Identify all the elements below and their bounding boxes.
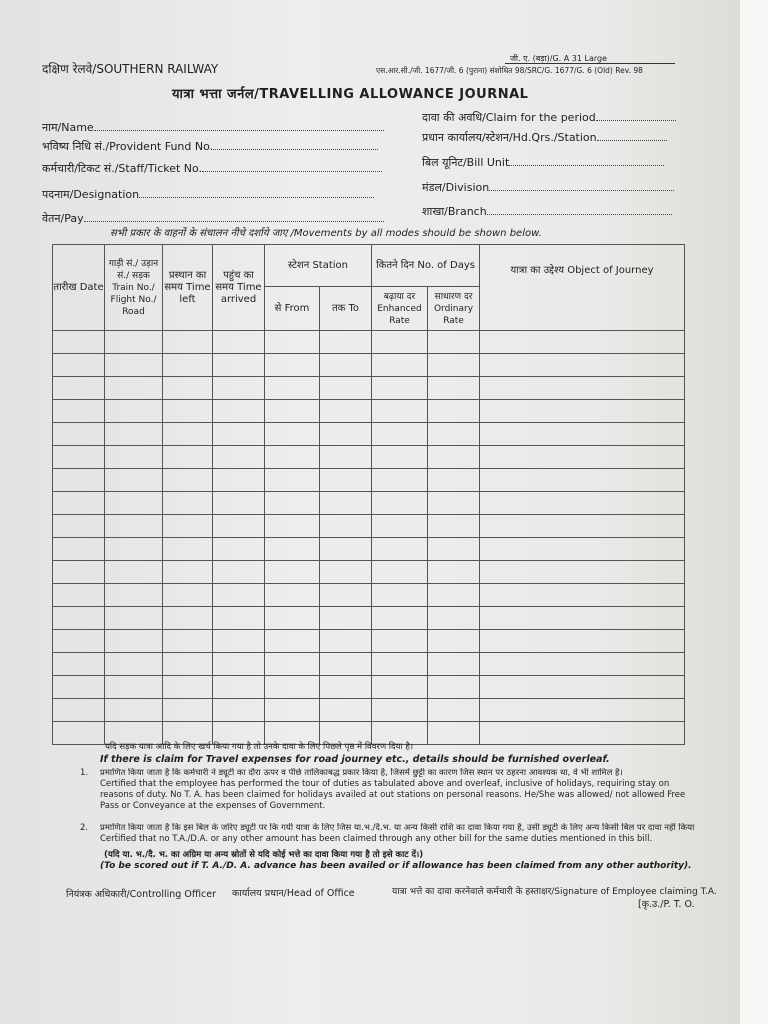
table-row: [53, 423, 685, 446]
from-header: से From: [265, 287, 320, 331]
table-cell[interactable]: [265, 354, 320, 377]
table-cell[interactable]: [265, 676, 320, 699]
table-cell[interactable]: [105, 446, 163, 469]
table-cell[interactable]: [320, 377, 372, 400]
table-cell[interactable]: [480, 538, 685, 561]
table-cell[interactable]: [480, 492, 685, 515]
table-cell[interactable]: [213, 331, 265, 354]
claim-period-label: दावा की अवधि/Claim for the period: [422, 111, 596, 124]
table-cell[interactable]: [480, 607, 685, 630]
pay-label: वेतन/Pay: [42, 212, 84, 225]
table-row: [53, 400, 685, 423]
branch-line[interactable]: [487, 204, 672, 215]
to-header: तक To: [320, 287, 372, 331]
table-cell[interactable]: [163, 354, 213, 377]
table-cell[interactable]: [428, 377, 480, 400]
table-cell[interactable]: [53, 400, 105, 423]
hq-station-field: [422, 130, 667, 145]
table-cell[interactable]: [105, 423, 163, 446]
table-cell[interactable]: [372, 515, 428, 538]
table-cell[interactable]: [163, 400, 213, 423]
table-cell[interactable]: [163, 584, 213, 607]
pay-field: [42, 211, 384, 226]
table-cell[interactable]: [320, 538, 372, 561]
head-of-office: कार्यालय प्रधान/Head of Office: [232, 888, 355, 899]
table-cell[interactable]: [213, 676, 265, 699]
paper-edge: [740, 0, 768, 1024]
table-cell[interactable]: [428, 331, 480, 354]
table-cell[interactable]: [105, 331, 163, 354]
table-cell[interactable]: [213, 492, 265, 515]
ordinary-rate-header: साधारण दर Ordinary Rate: [428, 287, 480, 331]
table-cell[interactable]: [213, 699, 265, 722]
table-cell[interactable]: [213, 515, 265, 538]
table-cell[interactable]: [213, 561, 265, 584]
claim-note: If there is claim for Travel expenses for road journey etc., details should be furnished overleaf.: [100, 754, 610, 765]
form-number-rule: [505, 63, 675, 64]
table-cell[interactable]: [105, 676, 163, 699]
table-cell[interactable]: [163, 561, 213, 584]
branch-label: शाखा/Branch: [422, 205, 487, 218]
table-cell[interactable]: [163, 423, 213, 446]
table-cell[interactable]: [105, 607, 163, 630]
table-cell[interactable]: [213, 354, 265, 377]
table-cell[interactable]: [105, 354, 163, 377]
table-cell[interactable]: [372, 492, 428, 515]
pf-label: भविष्य निधि सं./Provident Fund No.: [42, 140, 214, 153]
table-row: [53, 515, 685, 538]
designation-label: पदनाम/Designation: [42, 188, 140, 201]
table-row: [53, 584, 685, 607]
table-cell[interactable]: [213, 400, 265, 423]
bill-unit-line[interactable]: [509, 155, 664, 166]
table-cell[interactable]: [213, 653, 265, 676]
pf-line[interactable]: [213, 139, 378, 150]
table-cell[interactable]: [163, 699, 213, 722]
table-cell[interactable]: [320, 423, 372, 446]
cert1-text: Certified that the employee has performed the tour of duties as tabulated above and overleaf, inclusive of holidays, requiring stay on reasons of duty. No T. A. has been claimed for holidays availed at out stations on personal reasons. He/She was allowed/ not allowed Free Pass or Conveyance at the expenses of Government.: [100, 779, 686, 811]
claim-period-line[interactable]: [596, 110, 676, 121]
table-cell[interactable]: [105, 492, 163, 515]
hq-station-label: प्रधान कार्यालय/स्टेशन/Hd.Qrs./Station: [422, 131, 597, 144]
table-cell[interactable]: [320, 331, 372, 354]
name-line[interactable]: [94, 120, 384, 131]
table-cell[interactable]: [53, 423, 105, 446]
form-number: जी. ए. (बड़ा)/G. A 31 Large: [510, 54, 607, 63]
table-cell[interactable]: [105, 653, 163, 676]
table-cell[interactable]: [480, 630, 685, 653]
table-cell[interactable]: [163, 492, 213, 515]
table-cell[interactable]: [428, 515, 480, 538]
page-title: यात्रा भत्ता जर्नल/TRAVELLING ALLOWANCE JOURNAL: [172, 87, 529, 102]
table-cell[interactable]: [480, 354, 685, 377]
table-cell[interactable]: [480, 446, 685, 469]
table-row: [53, 607, 685, 630]
branch-field: [422, 204, 672, 219]
table-cell[interactable]: [53, 515, 105, 538]
table-cell[interactable]: [265, 423, 320, 446]
table-cell[interactable]: [265, 492, 320, 515]
table-cell[interactable]: [320, 584, 372, 607]
table-cell[interactable]: [320, 561, 372, 584]
table-cell[interactable]: [428, 492, 480, 515]
cert2-hindi: प्रमाणित किया जाता है कि इस बिल के जरिए ड्यूटी पर कि गयी यात्रा के लिए जिस या.भ./दै.भ. या अन्य किसी राशि का दावा किया गया है, उसी ड्यूटी के लिए अन्य किसी बिल पर दावा नहीं किया: [100, 823, 695, 833]
table-cell[interactable]: [428, 400, 480, 423]
table-cell[interactable]: [372, 561, 428, 584]
table-cell[interactable]: [213, 423, 265, 446]
table-cell[interactable]: [53, 354, 105, 377]
date-header: तारीख Date: [53, 245, 105, 331]
table-cell[interactable]: [480, 676, 685, 699]
table-cell[interactable]: [372, 607, 428, 630]
table-cell[interactable]: [372, 630, 428, 653]
table-cell[interactable]: [372, 699, 428, 722]
table-cell[interactable]: [163, 538, 213, 561]
table-cell[interactable]: [265, 331, 320, 354]
table-cell[interactable]: [265, 699, 320, 722]
table-cell[interactable]: [265, 400, 320, 423]
railway-name: दक्षिण रेलवे/SOUTHERN RAILWAY: [42, 62, 219, 76]
table-row: [53, 676, 685, 699]
table-cell[interactable]: [53, 492, 105, 515]
table-cell[interactable]: [105, 400, 163, 423]
table-cell[interactable]: [480, 722, 685, 745]
table-cell[interactable]: [480, 515, 685, 538]
scored-note: (To be scored out if T. A./D. A. advance has been availed or if allowance has been claimed from any other authority).: [100, 861, 692, 871]
time-left-header: प्रस्थान का समय Time left: [163, 245, 213, 331]
table-row: [53, 653, 685, 676]
table-cell[interactable]: [105, 699, 163, 722]
table-cell[interactable]: [480, 377, 685, 400]
pay-line[interactable]: [84, 211, 384, 222]
bill-unit-label: बिल यूनिट/Bill Unit: [422, 156, 510, 169]
table-cell[interactable]: [53, 538, 105, 561]
pf-field: [42, 139, 378, 154]
table-cell[interactable]: [480, 653, 685, 676]
table-cell[interactable]: [372, 446, 428, 469]
movement-note: सभी प्रकार के वाहनों के संचालन नीचे दर्शाये जाए /Movements by all modes should be shown below.: [110, 228, 542, 239]
name-field: [42, 120, 384, 135]
table-cell[interactable]: [428, 446, 480, 469]
hindi-note: यदि सड़क यात्रा आदि के लिए खर्च किया गया है तो उनके दावा के लिए पिछले पृष्ठ में विवरण दिया है।: [105, 742, 414, 752]
table-cell[interactable]: [53, 699, 105, 722]
table-cell[interactable]: [320, 400, 372, 423]
staff-line[interactable]: [202, 161, 382, 172]
table-cell[interactable]: [265, 469, 320, 492]
cert2-text: Certified that no T.A./D.A. or any other amount has been claimed through any other bill for the same duties mentioned in this bill.: [100, 834, 653, 844]
table-cell[interactable]: [265, 538, 320, 561]
table-cell[interactable]: [105, 561, 163, 584]
table-cell[interactable]: [372, 354, 428, 377]
table-cell[interactable]: [372, 423, 428, 446]
table-cell[interactable]: [53, 446, 105, 469]
table-cell[interactable]: [265, 584, 320, 607]
pto-label: [कृ.उ./P. T. O.: [638, 899, 695, 910]
table-cell[interactable]: [428, 653, 480, 676]
table-cell[interactable]: [105, 515, 163, 538]
table-cell[interactable]: [320, 354, 372, 377]
hq-station-line[interactable]: [597, 130, 667, 141]
division-line[interactable]: [489, 180, 674, 191]
table-cell[interactable]: [163, 607, 213, 630]
table-cell[interactable]: [53, 561, 105, 584]
table-cell[interactable]: [105, 630, 163, 653]
table-cell[interactable]: [265, 607, 320, 630]
table-row: [53, 377, 685, 400]
station-header: स्टेशन Station: [265, 245, 372, 287]
days-header: कितने दिन No. of Days: [372, 245, 480, 287]
table-row: [53, 331, 685, 354]
table-cell[interactable]: [372, 469, 428, 492]
scored-hindi: (यदि या. भ./दै. भ. का अग्रिम या अन्य स्रोतों से यदि कोई भत्ते का दावा किया गया है तो इसे काट दें।): [104, 850, 424, 860]
table-cell[interactable]: [480, 584, 685, 607]
table-cell[interactable]: [105, 377, 163, 400]
division-field: [422, 180, 674, 195]
employee-signature: यात्रा भत्ते का दावा करनेवाले कर्मचारी के हस्ताक्षर/Signature of Employee claiming T.A.: [392, 887, 717, 897]
table-cell[interactable]: [53, 607, 105, 630]
table-cell[interactable]: [480, 400, 685, 423]
table-cell[interactable]: [53, 630, 105, 653]
table-cell[interactable]: [428, 699, 480, 722]
table-cell[interactable]: [163, 515, 213, 538]
table-cell[interactable]: [372, 653, 428, 676]
name-label: नाम/Name: [42, 121, 94, 134]
table-cell[interactable]: [372, 331, 428, 354]
table-cell[interactable]: [163, 446, 213, 469]
table-cell[interactable]: [320, 699, 372, 722]
table-row: [53, 699, 685, 722]
table-cell[interactable]: [265, 653, 320, 676]
table-cell[interactable]: [163, 630, 213, 653]
designation-field: [42, 187, 374, 202]
bill-unit-field: [422, 155, 664, 170]
table-cell[interactable]: [372, 676, 428, 699]
table-row: [53, 354, 685, 377]
table-cell[interactable]: [105, 584, 163, 607]
table-cell[interactable]: [53, 469, 105, 492]
cert1-number: 1.: [80, 768, 89, 778]
division-label: मंडल/Division: [422, 181, 490, 194]
table-cell[interactable]: [372, 538, 428, 561]
table-cell[interactable]: [105, 469, 163, 492]
table-cell[interactable]: [320, 676, 372, 699]
table-cell[interactable]: [105, 538, 163, 561]
table-cell[interactable]: [213, 377, 265, 400]
table-cell[interactable]: [53, 377, 105, 400]
table-cell[interactable]: [320, 653, 372, 676]
staff-field: [42, 161, 382, 176]
table-cell[interactable]: [320, 630, 372, 653]
table-cell[interactable]: [428, 469, 480, 492]
table-cell[interactable]: [428, 584, 480, 607]
enhanced-rate-header: बढ़ाया दर Enhanced Rate: [372, 287, 428, 331]
table-cell[interactable]: [213, 584, 265, 607]
table-cell[interactable]: [163, 653, 213, 676]
table-row: [53, 492, 685, 515]
table-cell[interactable]: [372, 400, 428, 423]
table-cell[interactable]: [428, 561, 480, 584]
table-cell[interactable]: [320, 515, 372, 538]
table-cell[interactable]: [265, 630, 320, 653]
table-cell[interactable]: [428, 607, 480, 630]
table-row: [53, 469, 685, 492]
cert2-number: 2.: [80, 823, 89, 833]
table-cell[interactable]: [53, 584, 105, 607]
table-cell[interactable]: [213, 469, 265, 492]
table-cell[interactable]: [163, 676, 213, 699]
time-arrived-header: पहुंच का समय Time arrived: [213, 245, 265, 331]
sanction-reference: एस.आर.सी./जी. 1677/जी. 6 (पुराना) संशोधित 98/SRC/G. 1677/G. 6 (Old) Rev. 98: [376, 66, 643, 75]
table-cell[interactable]: [480, 699, 685, 722]
table-cell[interactable]: [163, 331, 213, 354]
table-cell[interactable]: [53, 653, 105, 676]
table-cell[interactable]: [372, 377, 428, 400]
table-cell[interactable]: [53, 722, 105, 745]
table-cell[interactable]: [428, 630, 480, 653]
table-cell[interactable]: [213, 630, 265, 653]
table-cell[interactable]: [163, 469, 213, 492]
table-cell[interactable]: [213, 607, 265, 630]
table-cell[interactable]: [320, 469, 372, 492]
table-cell[interactable]: [372, 584, 428, 607]
table-cell[interactable]: [265, 377, 320, 400]
controlling-officer: नियंत्रक अधिकारी/Controlling Officer: [66, 889, 216, 900]
table-cell[interactable]: [480, 561, 685, 584]
table-cell[interactable]: [213, 446, 265, 469]
table-row: [53, 630, 685, 653]
table-cell[interactable]: [213, 538, 265, 561]
claim-period-field: [422, 110, 676, 125]
table-cell[interactable]: [428, 538, 480, 561]
table-row: [53, 538, 685, 561]
journey-rows: [53, 331, 685, 745]
table-cell[interactable]: [320, 446, 372, 469]
table-cell[interactable]: [428, 423, 480, 446]
table-cell[interactable]: [428, 676, 480, 699]
table-cell[interactable]: [265, 515, 320, 538]
designation-line[interactable]: [139, 187, 374, 198]
table-cell[interactable]: [480, 423, 685, 446]
table-cell[interactable]: [320, 492, 372, 515]
object-header: यात्रा का उद्देश्य Object of Journey: [480, 245, 685, 331]
staff-label: कर्मचारी/टिकट सं./Staff/Ticket No.: [42, 162, 203, 175]
table-cell[interactable]: [53, 676, 105, 699]
table-row: [53, 446, 685, 469]
table-cell[interactable]: [163, 377, 213, 400]
table-cell[interactable]: [265, 446, 320, 469]
train-header: गाड़ी सं./ उड़ान सं./ सड़क Train No./ Flight No./ Road: [105, 245, 163, 331]
table-row: [53, 561, 685, 584]
table-cell[interactable]: [480, 469, 685, 492]
table-cell[interactable]: [320, 607, 372, 630]
table-cell[interactable]: [428, 722, 480, 745]
table-cell[interactable]: [480, 331, 685, 354]
table-cell[interactable]: [428, 354, 480, 377]
cert1-hindi: प्रमाणित किया जाता है कि कर्मचारी ने ड्यूटी का दौरा ऊपर व पीछे तालिकाबद्ध प्रकार किया है, जिसमें छुट्टी का कारण जिस स्थान पर ठहरना आवश्यक था, वे भी शामिल है।: [100, 768, 623, 778]
journey-table: [52, 244, 685, 745]
table-cell[interactable]: [53, 331, 105, 354]
table-cell[interactable]: [265, 561, 320, 584]
